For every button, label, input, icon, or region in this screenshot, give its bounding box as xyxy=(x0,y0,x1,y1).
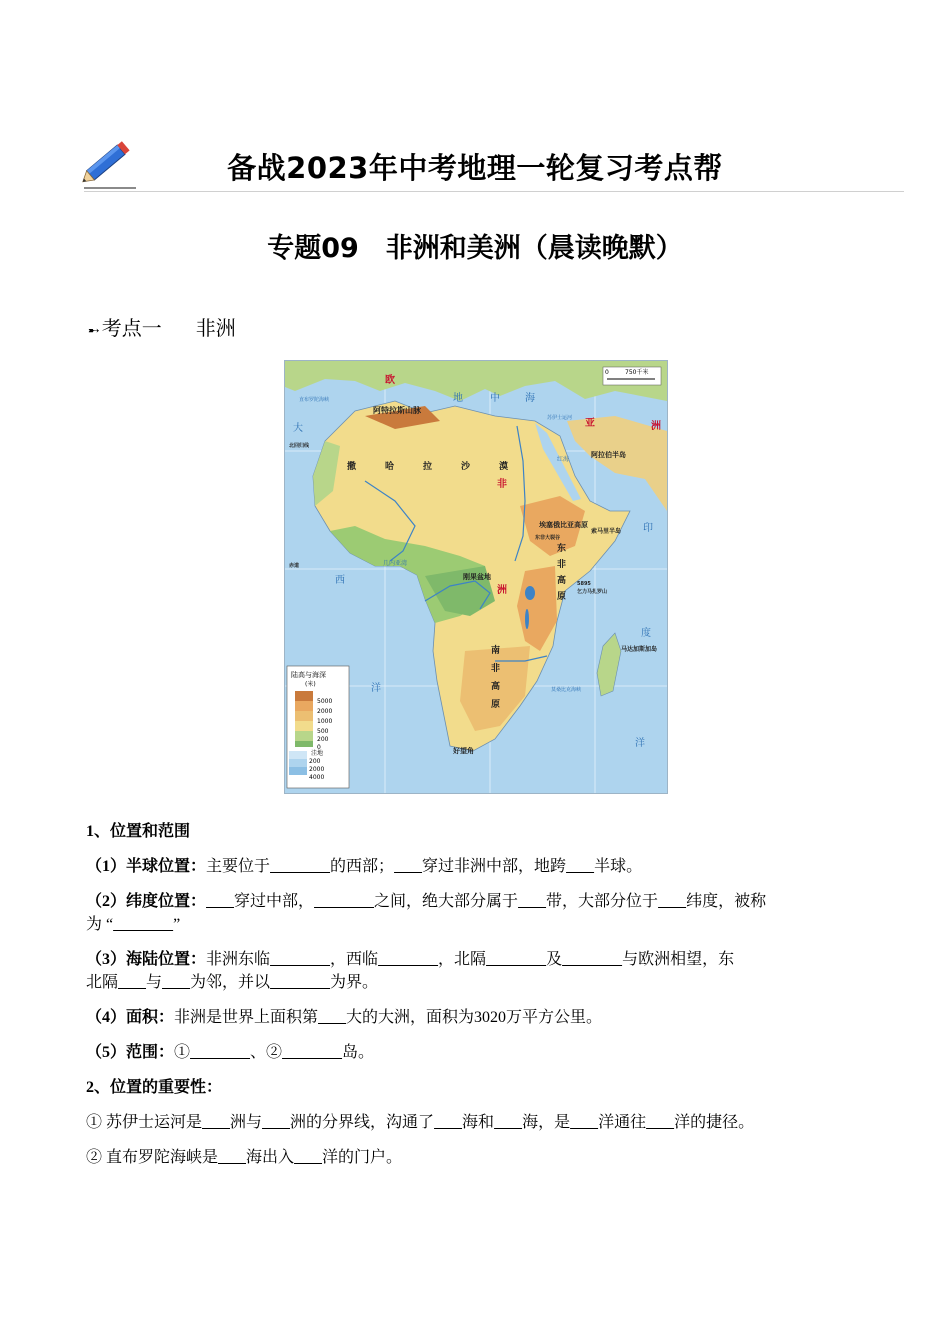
label-somali: 索马里半岛 xyxy=(591,528,622,535)
label-equator: 赤道 xyxy=(289,563,300,569)
label-asia: 亚 xyxy=(585,418,595,429)
label-sahara-1: 撒 xyxy=(347,462,357,472)
legend-5000: 5000 xyxy=(317,698,333,705)
page-subtitle: 专题09 非洲和美洲（晨读晚默） xyxy=(267,233,683,264)
label-indian-3: 洋 xyxy=(635,738,645,749)
lake-victoria xyxy=(525,586,535,600)
label-south-4: 原 xyxy=(491,700,501,710)
label-good-hope: 好望角 xyxy=(453,747,474,755)
blank-field[interactable] xyxy=(206,893,234,910)
map-legend xyxy=(287,666,349,788)
legend-200: 200 xyxy=(317,736,329,743)
label-east-africa-4: 原 xyxy=(557,592,567,602)
label-atlantic-1: 大 xyxy=(293,423,303,434)
heading-importance: 2、位置的重要性： xyxy=(86,1079,223,1096)
label-atlas: 阿特拉斯山脉 xyxy=(373,406,421,415)
legend-1000: 1000 xyxy=(317,718,333,725)
blank-field[interactable] xyxy=(434,1114,462,1131)
blank-field[interactable] xyxy=(118,974,146,991)
blank-field[interactable] xyxy=(190,1044,250,1061)
label-sahara-5: 漠 xyxy=(499,462,509,472)
blank-field[interactable] xyxy=(518,893,546,910)
label-rift: 东非大裂谷 xyxy=(535,535,561,541)
legend-sea-4000: 4000 xyxy=(309,774,325,781)
blank-field[interactable] xyxy=(494,1114,522,1131)
blank-field[interactable] xyxy=(270,858,330,875)
label-gibraltar: 直布罗陀海峡 xyxy=(299,397,330,403)
blank-field[interactable] xyxy=(318,1009,346,1026)
legend-depression: 洼地 xyxy=(311,750,324,757)
label-atlantic-2: 西 xyxy=(335,575,345,586)
lake-tanganyika xyxy=(525,609,529,629)
label-madagascar: 马达加斯加岛 xyxy=(621,646,658,653)
section-label: 考点一 xyxy=(101,316,162,340)
label-atlantic-3: 洋 xyxy=(371,683,381,694)
label-east-africa-1: 东 xyxy=(557,544,567,554)
blank-field[interactable] xyxy=(282,1044,342,1061)
label-mozambique: 莫桑比克海峡 xyxy=(551,687,582,693)
label-med-2: 中 xyxy=(490,393,500,404)
scale-text: 750千米 xyxy=(625,369,649,376)
blank-field[interactable] xyxy=(378,951,438,968)
blank-field[interactable] xyxy=(113,916,173,933)
scale-zero: 0 xyxy=(605,369,609,376)
label-tropic-cancer: 北回归线 xyxy=(289,443,310,449)
label-south-1: 南 xyxy=(491,646,501,656)
blank-field[interactable] xyxy=(294,1149,322,1166)
label-kili-height: 5895 xyxy=(577,581,591,587)
blank-field[interactable] xyxy=(270,974,330,991)
item-range: （5）范围：① 、② 岛。 xyxy=(86,1044,375,1061)
blank-field[interactable] xyxy=(314,893,374,910)
blank-field[interactable] xyxy=(658,893,686,910)
label-east-africa-2: 非 xyxy=(557,560,567,570)
item-area: （4）面积：非洲是世界上面积第 大的大洲，面积为3020万平方公里。 xyxy=(86,1009,603,1026)
blank-field[interactable] xyxy=(202,1114,230,1131)
label-africa-1: 非 xyxy=(497,479,507,490)
label-kilimanjaro: 乞力马扎罗山 xyxy=(577,589,608,595)
legend-unit: (米) xyxy=(305,681,316,688)
blank-field[interactable] xyxy=(646,1114,674,1131)
legend-sea-200: 200 xyxy=(309,758,321,765)
blank-field[interactable] xyxy=(562,951,622,968)
item-sea-land: （3）海陆位置：非洲东临 ，西临 ，北隔 及 与欧洲相望，东 北隔 与 为邻，并以 为界。 xyxy=(86,951,735,991)
section-name: 非洲 xyxy=(195,316,236,340)
legend-0: 0 xyxy=(317,744,321,751)
label-suez: 苏伊士运河 xyxy=(547,415,573,421)
worksheet-body xyxy=(86,820,866,1181)
label-med-1: 地 xyxy=(453,393,463,404)
label-east-africa-3: 高 xyxy=(557,576,567,586)
label-asia-zhou: 洲 xyxy=(651,421,661,432)
label-congo: 刚果盆地 xyxy=(463,573,491,581)
label-red-sea: 红海 xyxy=(557,456,570,463)
legend-sea-2000: 2000 xyxy=(309,766,325,773)
blank-field[interactable] xyxy=(566,858,594,875)
label-sahara-2: 哈 xyxy=(385,462,395,472)
label-europe: 欧 xyxy=(385,375,395,386)
blank-field[interactable] xyxy=(218,1149,246,1166)
label-indian-1: 印 xyxy=(643,523,653,534)
item-suez: ① 苏伊士运河是 洲与 洲的分界线，沟通了 海和 海，是 洋通往 洋的捷径。 xyxy=(86,1114,755,1131)
label-south-3: 高 xyxy=(491,682,501,692)
label-med-3: 海 xyxy=(525,393,535,404)
label-sahara-4: 沙 xyxy=(461,462,471,472)
africa-map xyxy=(284,360,668,794)
blank-field[interactable] xyxy=(270,951,330,968)
blank-field[interactable] xyxy=(394,858,422,875)
header-divider xyxy=(84,191,904,192)
arrow-icon: ➸ xyxy=(88,323,100,339)
item-gibraltar: ② 直布罗陀海峡是 海出入 洋的门户。 xyxy=(86,1149,403,1166)
item-hemisphere: （1）半球位置：主要位于 的西部； 穿过非洲中部，地跨 半球。 xyxy=(86,858,643,875)
label-south-2: 非 xyxy=(491,664,501,674)
heading-location: 1、位置和范围 xyxy=(86,823,191,840)
blank-field[interactable] xyxy=(570,1114,598,1131)
legend-500: 500 xyxy=(317,728,329,735)
blank-field[interactable] xyxy=(486,951,546,968)
legend-2000: 2000 xyxy=(317,708,333,715)
label-africa-2: 洲 xyxy=(497,585,507,596)
label-arabian: 阿拉伯半岛 xyxy=(591,451,626,459)
label-indian-2: 度 xyxy=(641,628,651,639)
label-sahara-3: 拉 xyxy=(423,462,433,472)
section-heading xyxy=(88,312,236,341)
item-latitude: （2）纬度位置： 穿过中部， 之间，绝大部分属于 带，大部分位于 纬度，被称 为 “ ” xyxy=(86,893,767,933)
header-title: 备战2023年中考地理一轮复习考点帮 xyxy=(227,151,723,185)
label-ethiopian: 埃塞俄比亚高原 xyxy=(539,521,588,529)
legend-title: 陆高与海深 xyxy=(291,671,326,679)
label-guinea: 几内亚湾 xyxy=(383,560,408,567)
blank-field[interactable] xyxy=(162,974,190,991)
blank-field[interactable] xyxy=(262,1114,290,1131)
